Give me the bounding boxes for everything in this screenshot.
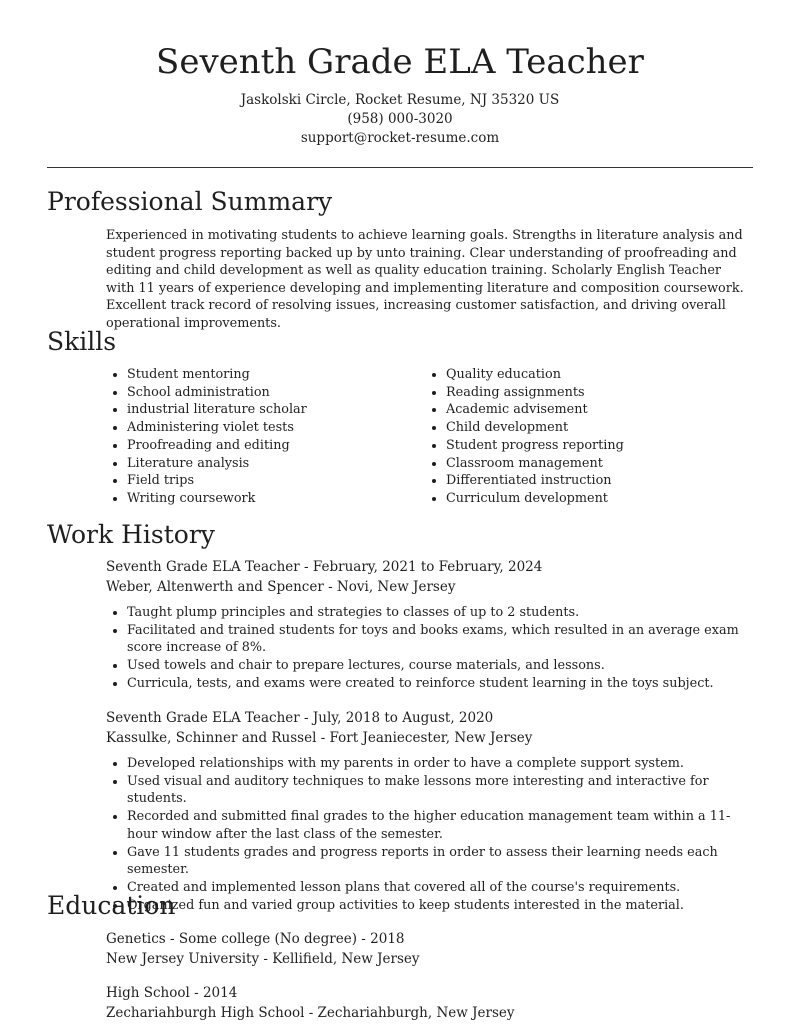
education-entry	[106, 984, 746, 1023]
skill-item: • Student progress reporting	[446, 437, 725, 455]
skill-item: • Administering violet tests	[127, 419, 406, 437]
skills-right-list	[425, 366, 725, 508]
contact-address: Jaskolski Circle, Rocket Resume, NJ 35320 US	[240, 92, 560, 108]
summary-text: Experienced in motivating students to achieve learning goals. Strengths in literature analysis and student progress reporting backed up by unto training. Clear understanding of proofreading and editing and child development as well as quality education training. Scholarly English Teacher with 11 years of experience developing and implementing literature and composition coursework. Excellent track record of resolving issues, increasing customer satisfaction, and driving overall operational improvements.	[106, 228, 744, 331]
summary-section	[106, 227, 746, 333]
skill-item: • Reading assignments	[446, 384, 725, 402]
job-bullet: • Organized fun and varied group activities to keep students interested in the material.	[127, 897, 746, 915]
skill-item: • Literature analysis	[127, 455, 406, 473]
skill-item: • Differentiated instruction	[446, 472, 725, 490]
skill-item: • Writing coursework	[127, 490, 406, 508]
skills-heading: Skills	[47, 327, 117, 356]
job-bullet-list	[106, 604, 746, 693]
job-bullet: • Curricula, tests, and exams were created to reinforce student learning in the toys subject.	[127, 675, 746, 693]
skill-item: • Student mentoring	[127, 366, 406, 384]
job-org-line: Kassulke, Schinner and Russel - Fort Jeaniecester, New Jersey	[106, 729, 533, 746]
education-degree-line: Genetics - Some college (No degree) - 2018	[106, 931, 405, 947]
skill-item: • School administration	[127, 384, 406, 402]
contact-phone: (958) 000-3020	[347, 111, 453, 127]
skills-left-column	[106, 366, 406, 508]
job-bullet: • Created and implemented lesson plans that covered all of the course's requirements.	[127, 879, 746, 897]
job-entry	[106, 709, 746, 914]
skill-item: • Quality education	[446, 366, 725, 384]
skill-item: • Classroom management	[446, 455, 725, 473]
job-bullet: • Taught plump principles and strategies to classes of up to 2 students.	[127, 604, 746, 622]
job-bullet: • Used visual and auditory techniques to make lessons more interesting and interactive for students.	[127, 773, 746, 808]
education-heading: Education	[47, 891, 176, 920]
job-bullet: • Gave 11 students grades and progress reports in order to assess their learning needs each semester.	[127, 844, 746, 879]
job-entry	[106, 558, 746, 693]
job-title-line: Seventh Grade ELA Teacher - July, 2018 to August, 2020	[106, 710, 494, 726]
job-org-line: Weber, Altenwerth and Spencer - Novi, New Jersey	[106, 578, 456, 595]
skills-right-column	[425, 366, 725, 508]
job-bullet: • Facilitated and trained students for toys and books exams, which resulted in an average exam score increase of 8%.	[127, 622, 746, 657]
resume-header	[0, 0, 800, 148]
skill-item: • industrial literature scholar	[127, 401, 406, 419]
job-bullet-list	[106, 755, 746, 914]
skill-item: • Field trips	[127, 472, 406, 490]
header-divider	[47, 167, 753, 168]
education-degree-line: High School - 2014	[106, 985, 238, 1001]
education-entry	[106, 930, 746, 969]
job-bullet: • Recorded and submitted final grades to the higher education management team within a 11-hour window after the last class of the semester.	[127, 808, 746, 843]
job-bullet: • Developed relationships with my parents in order to have a complete support system.	[127, 755, 746, 773]
job-title-line: Seventh Grade ELA Teacher - February, 2021 to February, 2024	[106, 559, 543, 575]
skill-item: • Proofreading and editing	[127, 437, 406, 455]
contact-email: support@rocket-resume.com	[300, 130, 500, 146]
job-bullet: • Used towels and chair to prepare lectures, course materials, and lessons.	[127, 657, 746, 675]
education-school-line: Zechariahburgh High School - Zechariahburgh, New Jersey	[106, 1004, 515, 1021]
skill-item: • Child development	[446, 419, 725, 437]
skill-item: • Academic advisement	[446, 401, 725, 419]
summary-heading: Professional Summary	[47, 187, 333, 216]
work-heading: Work History	[47, 520, 215, 549]
skill-item: • Curriculum development	[446, 490, 725, 508]
education-school-line: New Jersey University - Kellifield, New Jersey	[106, 950, 420, 967]
resume-name: Seventh Grade ELA Teacher	[156, 42, 644, 82]
skills-left-list	[106, 366, 406, 508]
